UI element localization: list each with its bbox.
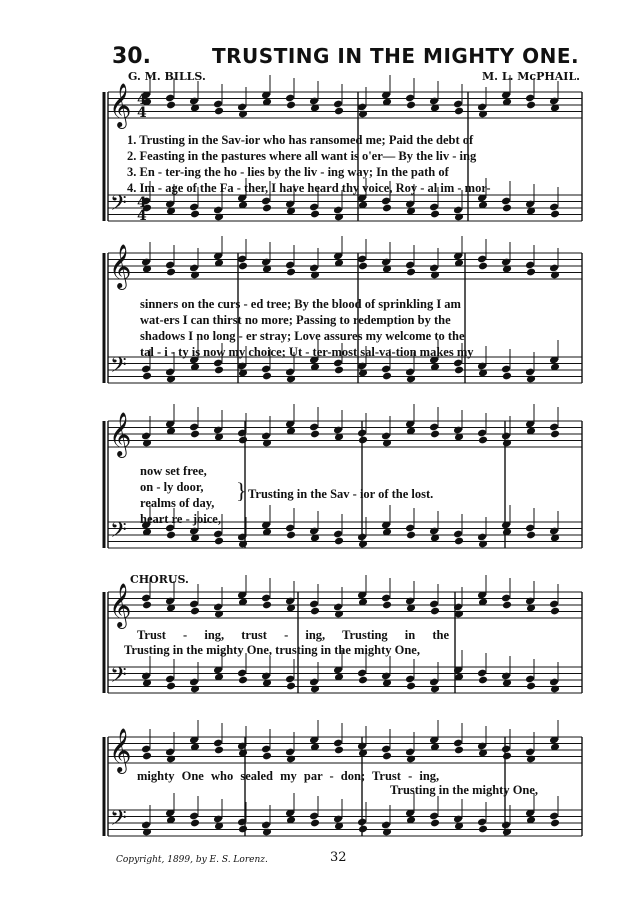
treble-staff [108,253,582,279]
treble-clef-icon: 𝄞 [109,728,132,772]
bass-note [382,828,392,837]
copyright-notice: Copyright, 1899, by E. S. Lorenz. [116,855,268,865]
page-number: 32 [330,850,347,865]
bass-note [550,210,560,219]
treble-note [166,101,176,110]
treble-note [382,439,392,448]
treble-note [214,610,224,619]
bass-clef-icon: 𝄢 [110,663,127,693]
treble-note [286,755,296,764]
bass-note [406,682,416,691]
refrain-line: Trusting in the Sav - ior of the lost. [248,487,434,501]
treble-note [430,271,440,280]
treble-note [334,746,344,755]
treble-note [334,610,344,619]
bass-note [382,372,392,381]
treble-note [238,110,248,119]
treble-clef-icon: 𝄞 [109,83,132,127]
bass-staff [108,667,582,693]
treble-note [262,601,272,610]
treble-note [262,439,272,448]
treble-note [478,110,488,119]
treble-note [502,439,512,448]
verse1-ending: now set free, [140,464,207,478]
bass-note [454,366,464,375]
time-signature: 4 [137,92,147,108]
treble-note [142,752,152,761]
bass-note [454,213,464,222]
treble-clef-icon: 𝄞 [109,412,132,456]
time-signature: 4 [137,195,147,211]
bass-note [358,676,368,685]
time-signature: 4 [137,105,147,121]
treble-note [478,436,488,445]
verse3-line1: 3. En - ter-ing the ho - lies by the liv - ing way; In the path of [127,165,449,179]
bass-note [262,204,272,213]
treble-note [310,271,320,280]
bass-note [334,213,344,222]
bass-clef-icon: 𝄢 [110,353,127,383]
treble-note [142,601,152,610]
bass-note [238,540,248,549]
composer-credit: M. L. McPHAIL. [482,70,581,83]
bass-note [286,375,296,384]
bass-note [526,682,536,691]
treble-note [526,101,536,110]
treble-note [334,107,344,116]
treble-note [550,607,560,616]
bass-note [262,828,272,837]
bass-note [502,204,512,213]
chorus-line2-upper: mighty One who sealed my par - don; Trust - ing, [137,769,440,783]
hymn-title: TRUSTING IN THE MIGHTY ONE. [212,44,580,68]
bass-note [214,213,224,222]
treble-note [430,607,440,616]
chorus-line1-lower: Trusting in the mighty One, trusting in the mighty One, [124,643,420,657]
verse2-ending: on - ly door, [140,480,204,494]
treble-note [454,746,464,755]
bass-note [190,819,200,828]
treble-note [550,430,560,439]
bass-note [550,685,560,694]
treble-note [310,430,320,439]
verse2-line1: 2. Feasting in the pastures where all want is o'er— By the liv - ing [127,149,477,163]
treble-note [286,101,296,110]
bass-note [262,372,272,381]
verse4-line1: 4. Im - age of the Fa - ther, I have heard thy voice, Roy - al im - mor- [127,181,491,195]
treble-note [406,755,416,764]
bass-clef-icon: 𝄢 [110,518,127,548]
bass-note [334,366,344,375]
bass-clef-icon: 𝄢 [110,191,127,221]
treble-note [382,601,392,610]
bass-note [502,828,512,837]
treble-note [142,439,152,448]
bass-note [166,531,176,540]
hymn-number: 30. [112,44,151,69]
treble-note [406,101,416,110]
verse3-ending: realms of day, [140,496,215,510]
bass-note [238,825,248,834]
treble-note [214,107,224,116]
treble-note [190,430,200,439]
treble-note [526,755,536,764]
treble-note [166,755,176,764]
verse4-line2: tal - i - ty is now my choice; Ut - ter-most sal-va-tion makes my [140,345,474,359]
chorus-line1-upper: Trust - ing, trust - ing, Trusting in the [137,628,450,642]
verse1-line1: 1. Trusting in the Sav-ior who has ransomed me; Paid the debt of [127,133,474,147]
bass-clef-icon: 𝄢 [110,806,127,836]
treble-note [286,268,296,277]
treble-note [382,752,392,761]
treble-note [526,268,536,277]
bass-note [334,537,344,546]
treble-note [430,430,440,439]
bass-note [478,825,488,834]
bass-note [310,210,320,219]
bass-note [358,825,368,834]
lyricist-credit: G. M. BILLS. [128,70,206,83]
bass-note [526,531,536,540]
treble-note [190,607,200,616]
bass-note [454,537,464,546]
bass-note [190,210,200,219]
treble-note [478,262,488,271]
ending-brace: } [236,478,247,503]
treble-note [358,110,368,119]
treble-staff [108,92,582,118]
bass-staff [108,357,582,383]
bass-note [214,537,224,546]
treble-note [406,268,416,277]
bass-note [166,682,176,691]
bass-note [190,685,200,694]
chorus-line2-lower: Trusting in the mighty One, [390,783,539,797]
bass-note [430,685,440,694]
bass-note [286,531,296,540]
treble-staff [108,737,582,763]
treble-note [214,746,224,755]
treble-note [502,752,512,761]
treble-note [262,752,272,761]
treble-note [190,271,200,280]
bass-note [526,375,536,384]
verse2-line2: wat-ers I can thirst no more; Passing to redemption by the [140,313,451,327]
treble-note [310,607,320,616]
treble-note [166,268,176,277]
verse4-ending: heart re - joice, [140,512,221,526]
bass-note [430,210,440,219]
bass-note [502,372,512,381]
treble-note [358,262,368,271]
treble-note [238,262,248,271]
bass-note [478,540,488,549]
bass-note [286,682,296,691]
treble-note [502,601,512,610]
treble-note [454,107,464,116]
treble-note [550,271,560,280]
verse3-line2: shadows I no long - er stray; Love assures my welcome to the [140,329,465,343]
verse1-line2: sinners on the curs - ed tree; By the blood of sprinkling I am [140,297,461,311]
bass-note [406,531,416,540]
bass-note [214,366,224,375]
chorus-label: CHORUS. [130,573,189,586]
bass-note [550,819,560,828]
time-signature: 4 [137,208,147,224]
bass-note [406,375,416,384]
bass-note [142,828,152,837]
bass-note [238,676,248,685]
treble-clef-icon: 𝄞 [109,244,132,288]
treble-note [238,436,248,445]
bass-note [358,540,368,549]
bass-note [142,372,152,381]
bass-note [310,685,320,694]
bass-note [310,819,320,828]
treble-clef-icon: 𝄞 [109,583,132,627]
bass-note [478,676,488,685]
bass-note [382,204,392,213]
bass-note [430,819,440,828]
bass-note [166,375,176,384]
treble-note [358,436,368,445]
